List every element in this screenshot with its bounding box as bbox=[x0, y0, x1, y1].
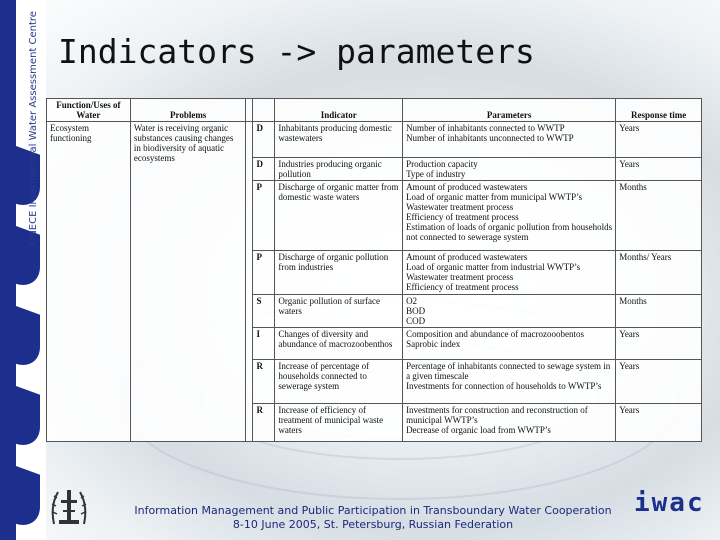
table-header-row bbox=[47, 99, 702, 122]
table-row bbox=[47, 122, 702, 158]
problems-cell: Water is receiving organic substances causing changes in biodiversity of aquatic ecosystems bbox=[130, 122, 246, 442]
header-gap bbox=[246, 99, 253, 122]
response-cell: Years bbox=[616, 122, 702, 158]
code-cell: D bbox=[253, 158, 275, 181]
parameters-cell: Number of inhabitants connected to WWTP Number of inhabitants unconnected to WWTP bbox=[403, 122, 616, 158]
parameters-cell: Amount of produced wastewaters Load of organic matter from municipal WWTP’s Wastewater treatment process Efficiency of treatment process Estimation of loads of organic pollution from households not connected to sewerage system bbox=[403, 181, 616, 251]
parameters-cell: Composition and abundance of macrozooobentos Saprobic index bbox=[403, 328, 616, 360]
footer-line-2: 8-10 June 2005, St. Petersburg, Russian Federation bbox=[232, 518, 514, 531]
response-cell: Years bbox=[616, 404, 702, 442]
code-cell: D bbox=[253, 122, 275, 158]
response-cell: Months bbox=[616, 295, 702, 328]
header-problems: Problems bbox=[130, 99, 246, 122]
response-cell: Months bbox=[616, 181, 702, 251]
header-function: Function/Uses of Water bbox=[47, 99, 131, 122]
header-indicator: Indicator bbox=[275, 99, 403, 122]
parameters-cell: O2 BOD COD bbox=[403, 295, 616, 328]
response-cell: Months/ Years bbox=[616, 251, 702, 295]
header-response: Response time bbox=[616, 99, 702, 122]
indicator-cell: Discharge of organic matter from domestic waste waters bbox=[275, 181, 403, 251]
indicator-cell: Discharge of organic pollution from industries bbox=[275, 251, 403, 295]
response-cell: Years bbox=[616, 360, 702, 404]
header-parameters: Parameters bbox=[403, 99, 616, 122]
parameters-cell: Percentage of inhabitants connected to sewage system in a given timescale Investments for connection of households to WWTP’s bbox=[403, 360, 616, 404]
un-emblem-icon bbox=[48, 484, 90, 532]
code-cell: S bbox=[253, 295, 275, 328]
footer-line-1: Information Management and Public Participation in Transboundary Water Cooperation bbox=[134, 504, 612, 517]
indicator-cell: Changes of diversity and abundance of macrozoobenthos bbox=[275, 328, 403, 360]
code-cell: P bbox=[253, 251, 275, 295]
code-cell: P bbox=[253, 181, 275, 251]
indicator-cell: Organic pollution of surface waters bbox=[275, 295, 403, 328]
code-cell: I bbox=[253, 328, 275, 360]
parameters-cell: Production capacity Type of industry bbox=[403, 158, 616, 181]
slide-title: Indicators -> parameters bbox=[58, 32, 535, 71]
indicators-table bbox=[46, 98, 702, 442]
indicator-cell: Industries producing organic pollution bbox=[275, 158, 403, 181]
footer-text bbox=[130, 504, 616, 532]
parameters-cell: Amount of produced wastewaters Load of organic matter from industrial WWTP’s Wastewater treatment process Efficiency of treatment process bbox=[403, 251, 616, 295]
response-cell: Years bbox=[616, 158, 702, 181]
indicator-cell: Increase of efficiency of treatment of municipal waste waters bbox=[275, 404, 403, 442]
table-body bbox=[47, 122, 702, 442]
indicator-cell: Increase of percentage of households connected to sewerage system bbox=[275, 360, 403, 404]
indicator-cell: Inhabitants producing domestic wastewaters bbox=[275, 122, 403, 158]
header-code bbox=[253, 99, 275, 122]
vertical-org-label: UNECE International Water Assessment Centre bbox=[28, 11, 39, 245]
parameters-cell: Investments for construction and reconstruction of municipal WWTP’s Decrease of organic load from WWTP’s bbox=[403, 404, 616, 442]
code-cell: R bbox=[253, 404, 275, 442]
iwac-logo: iwac bbox=[634, 488, 705, 518]
code-cell: R bbox=[253, 360, 275, 404]
response-cell: Years bbox=[616, 328, 702, 360]
gap-cell bbox=[246, 122, 253, 442]
function-cell: Ecosystem functioning bbox=[47, 122, 131, 442]
